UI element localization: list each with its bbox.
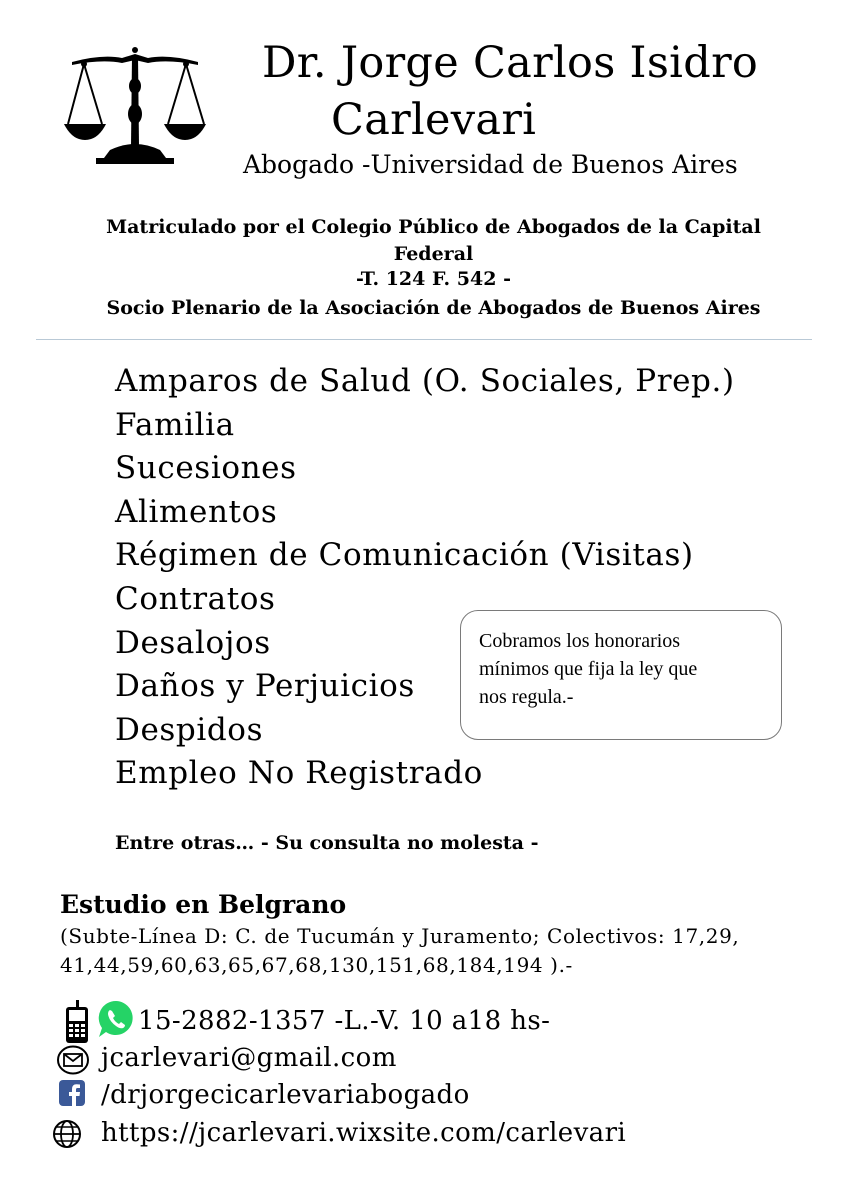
office-directions: (Subte-Línea D: C. de Tucumán y Juramento; Colectivos: 17,29, — [60, 924, 740, 948]
facebook-icon — [59, 1080, 85, 1106]
website-link[interactable]: https://jcarlevari.wixsite.com/carlevari — [101, 1118, 627, 1148]
profession-title: Abogado -Universidad de Buenos Aires — [243, 150, 738, 179]
service-item: Daños y Perjuicios — [115, 668, 415, 705]
facebook-link[interactable]: /drjorgecicarlevariabogado — [101, 1080, 470, 1110]
service-item: Amparos de Salud (O. Sociales, Prep.) — [115, 363, 735, 399]
registration-line: Matriculado por el Colegio Público de Abogados de la Capital — [106, 216, 761, 238]
office-title: Estudio en Belgrano — [60, 890, 347, 919]
association-membership: Socio Plenario de la Asociación de Abogados de Buenos Aires — [106, 297, 761, 319]
email-link[interactable]: jcarlevari@gmail.com — [101, 1043, 397, 1073]
envelope-icon — [57, 1045, 89, 1075]
service-item: Familia — [115, 406, 235, 443]
service-item: Alimentos — [115, 493, 278, 530]
fees-note-line: Cobramos los honorarios — [479, 630, 681, 652]
mobile-phone-icon — [64, 1000, 90, 1044]
service-item: Empleo No Registrado — [115, 755, 483, 792]
closing-note: Entre otras… - Su consulta no molesta - — [115, 832, 539, 854]
registration-line: Federal — [393, 243, 474, 265]
globe-icon — [52, 1119, 82, 1149]
phone-and-hours[interactable]: 15-2882-1357 -L.-V. 10 a18 hs- — [138, 1006, 551, 1036]
lawyer-name-line1: Dr. Jorge Carlos Isidro — [262, 38, 759, 88]
registration-number: -T. 124 F. 542 - — [356, 268, 511, 290]
divider — [36, 339, 812, 340]
service-item: Despidos — [115, 711, 264, 748]
fees-note-line: mínimos que fija la ley que — [479, 658, 698, 680]
fees-note-line: nos regula.- — [479, 686, 574, 708]
lawyer-name-line2: Carlevari — [331, 95, 537, 145]
fees-note-box — [460, 610, 782, 740]
service-item: Contratos — [115, 580, 276, 617]
whatsapp-icon — [97, 999, 135, 1039]
scales-of-justice-icon — [62, 46, 208, 174]
service-item: Sucesiones — [115, 450, 297, 487]
service-item: Desalojos — [115, 624, 271, 661]
service-item: Régimen de Comunicación (Visitas) — [115, 537, 694, 574]
office-directions: 41,44,59,60,63,65,67,68,130,151,68,184,194 ).- — [60, 953, 573, 977]
